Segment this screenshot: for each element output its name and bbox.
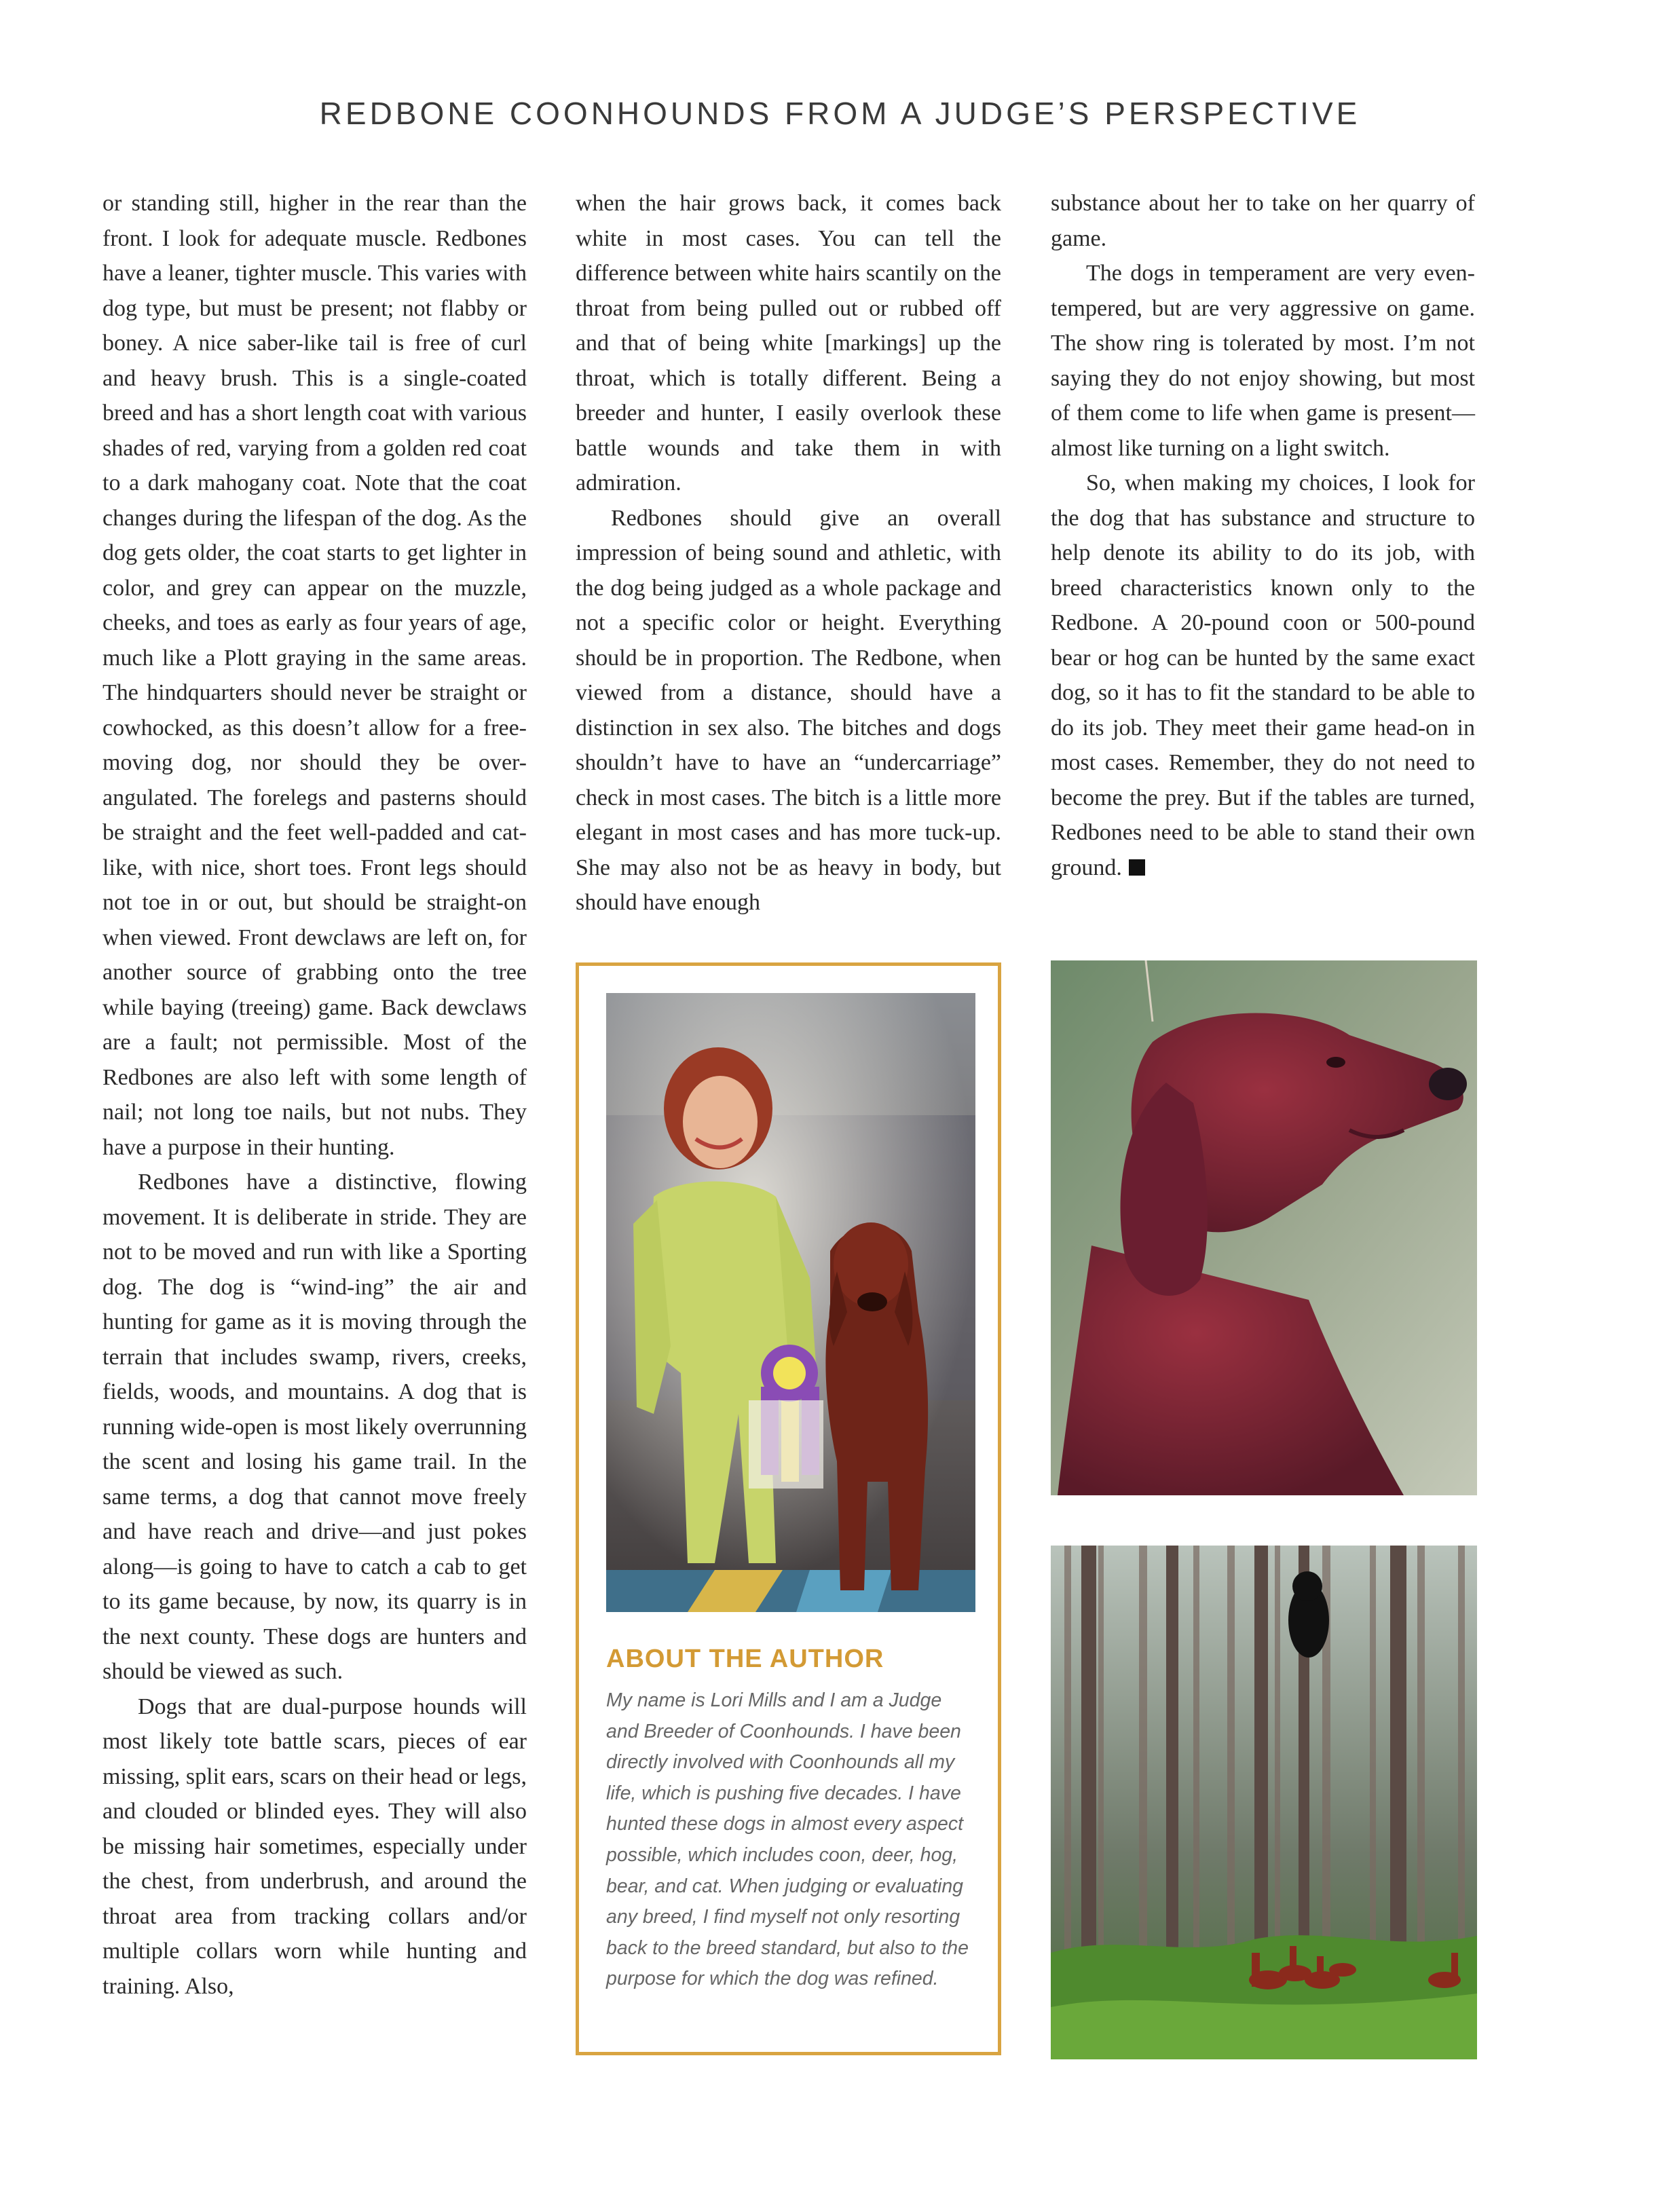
text-column-1 xyxy=(102,186,527,2004)
paragraph: The dogs in temperament are very even-tempered, but are very aggressive on game. The show ring is tolerated by most. I’m not saying they do not enjoy showing, but most of them come to life when game is present—almost like turning on a light switch. xyxy=(1051,261,1475,461)
text-column-3 xyxy=(1051,186,1475,885)
paragraph: Redbones have a distinctive, flowing movement. It is deliberate in stride. They are not to be moved and run with like a Sporting dog. The dog is “wind-ing” the air and hunting for game as it is moving through the terrain that includes swamp, rivers, creeks, fields, woods, and mountains. A dog that is running wide-open is most likely overrunning the scent and losing his game trail. In the same terms, a dog that cannot move freely and have reach and drive—and just pokes along—is going to have to catch a cab to get to its game because, by now, its quarry is in the next county. These dogs are hunters and should be viewed as such. xyxy=(102,1170,527,1684)
paragraph: Redbones should give an overall impression of being sound and athletic, with the dog being judged as a whole package and not a specific color or height. Everything should be in proportion. The Redbone, when viewed from a distance, should have a distinction in sex also. The bitches and dogs shouldn’t have to have an “undercarriage” check in most cases. The bitch is a little more elegant in most cases and has more tuck-up. She may also not be as heavy in body, but should have enough xyxy=(576,505,1001,915)
paragraph: Dogs that are dual-purpose hounds will most likely tote battle scars, pieces of ear missing, split ears, scars on their head or legs, and clouded or blinded eyes. They will also be missing hair sometimes, especially under the chest, from underbrush, and around the throat area from tracking collars and/or multiple collars worn while hunting and training. Also, xyxy=(102,1694,527,1999)
about-author-box xyxy=(576,962,1001,2055)
end-of-article-mark xyxy=(1129,859,1145,876)
author-bio: My name is Lori Mills and I am a Judge and Breeder of Coonhounds. I have been directly involved with Coonhounds all my life, which is pushing five decades. I have hunted these dogs in almost every aspect possible, which includes coon, deer, hog, bear, and cat. When judging or evaluating any breed, I find myself not only resorting back to the breed standard, but also to the purpose for which the dog was refined. xyxy=(606,1689,969,1990)
paragraph: when the hair grows back, it comes back white in most cases. You can tell the difference between white hairs scantily on the throat from being pulled out or rubbed off and that of being white [markings] up the throat, which is totally different. Being a breeder and hunter, I easily overlook these battle wounds and take them in with admiration. xyxy=(576,191,1001,495)
about-author-heading: ABOUT THE AUTHOR xyxy=(606,1645,884,1673)
paragraph: substance about her to take on her quarry of game. xyxy=(1051,191,1475,251)
hounds-treeing-bear-photo xyxy=(1051,1546,1477,2059)
redbone-portrait-photo xyxy=(1051,960,1477,1495)
paragraph xyxy=(1051,466,1475,885)
paragraph-text: So, when making my choices, I look for the dog that has substance and structure to help denote its ability to do its job, with breed characteristics known only to the Redbone. A 20-pound coon or 500-pound bear or hog can be hunted by the same exact dog, so it has to fit the standard to be able to do its job. They meet their game head-on in most cases. Remember, they do not need to become the prey. But if the tables are turned, Redbones need to be able to stand their own ground. xyxy=(1051,470,1475,880)
paragraph: or standing still, higher in the rear than the front. I look for adequate muscle. Redbones have a leaner, tighter muscle. This varies with dog type, but must be present; not flabby or boney. A nice saber-like tail is free of curl and heavy brush. This is a single-coated breed and has a short length coat with various shades of red, varying from a golden red coat to a dark mahogany coat. Note that the coat changes during the lifespan of the dog. As the dog gets older, the coat starts to get lighter in color, and grey can appear on the muzzle, cheeks, and toes as early as four years of age, much like a Plott graying in the same areas. The hindquarters should never be straight or cowhocked, as this doesn’t allow for a free-moving dog, nor should they be over-angulated. The forelegs and pasterns should be straight and the feet well-padded and cat-like, with nice, short toes. Front legs should not toe in or out, but should be straight-on when viewed. Front dewclaws are left on, for another source of grabbing onto the tree while baying (treeing) game. Back dewclaws are a fault; not permissible. Most of the Redbones are also left with some length of nail; not long toe nails, but not nubs. They have a purpose in their hunting. xyxy=(102,191,527,1160)
page-header-title: REDBONE COONHOUNDS FROM A JUDGE’S PERSPECTIVE xyxy=(319,96,1361,131)
author-with-dog-photo xyxy=(606,993,975,1612)
text-column-2 xyxy=(576,186,1001,920)
